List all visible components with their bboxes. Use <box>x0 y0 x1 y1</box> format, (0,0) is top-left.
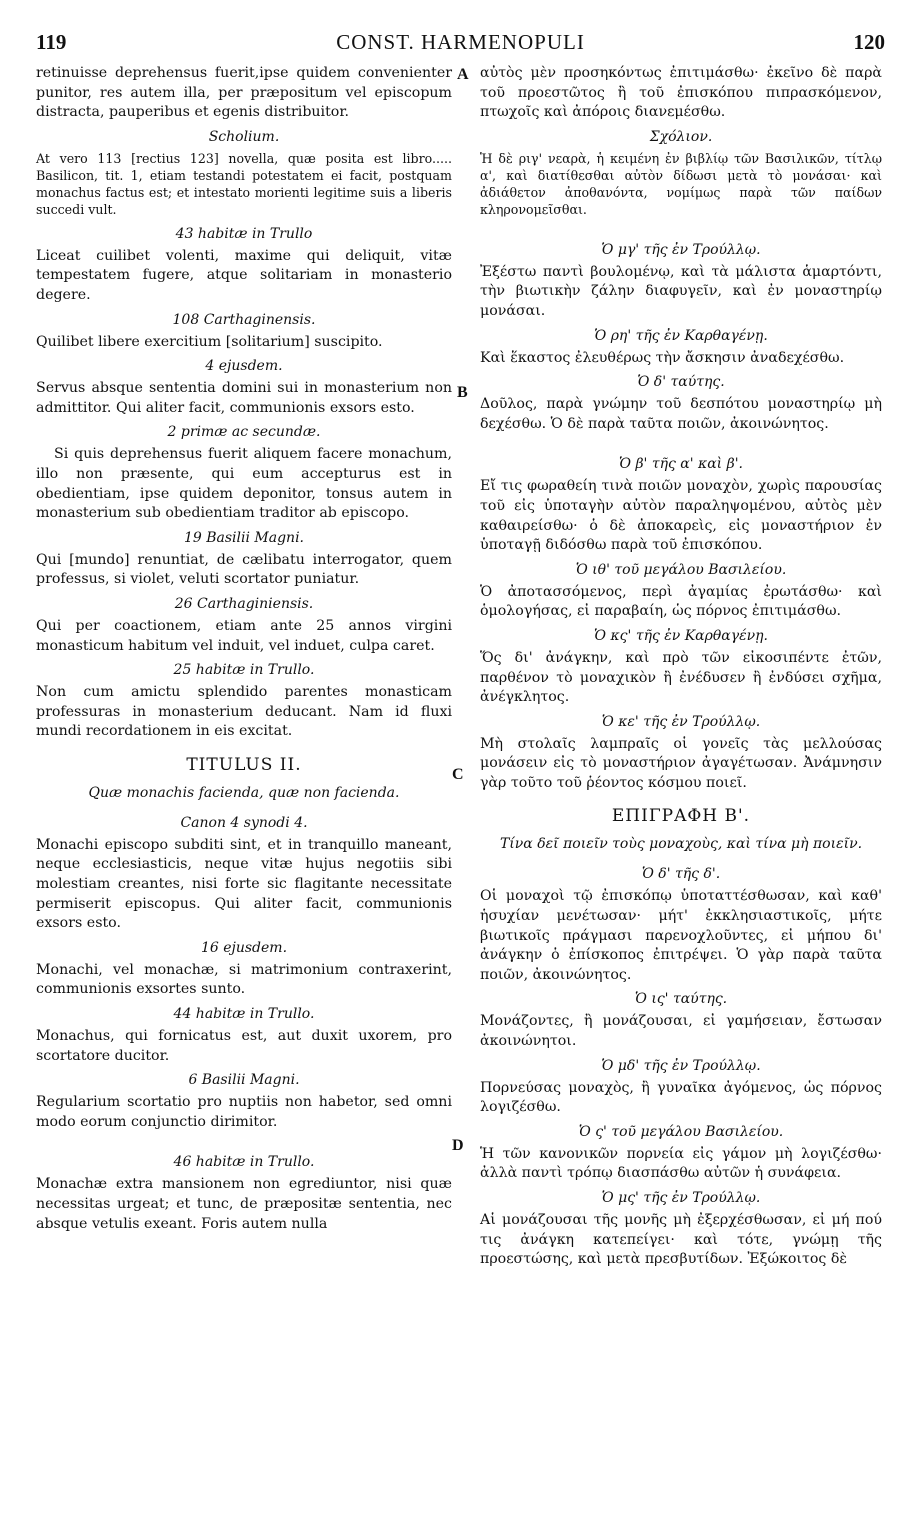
latin-spacer <box>36 1136 452 1150</box>
greek-paragraph: Δοῦλος, παρὰ γνώμην τοῦ δεσπότου μοναστηρίῳ μὴ δεχέσθω. Ὁ δὲ παρὰ ταῦτα ποιῶν, ἀκοινώνητος. <box>480 396 882 432</box>
greek-paragraph: Εἴ τις φωραθείη τινὰ ποιῶν μοναχὸν, χωρὶς παρουσίας τοῦ εἰς ὑποταγὴν αὐτὸν παραληψομένου, αὐτὸς μὲν καθαιρείσθω· ὁ δὲ ἀποκαρεὶς, εἰς μοναστήριον ἐν ὑποταγῇ διδόσθω παρὰ τοῦ ἐπισκόπου. <box>480 478 882 554</box>
latin-canon-heading: 16 ejusdem. <box>200 939 288 956</box>
greek-paragraph: Αἱ μονάζουσαι τῆς μονῆς μὴ ἐξερχέσθωσαν, εἰ μή πού τις ἀνάγκη κατεπείγει· καὶ τότε, γνώμῃ τῆς προεστώσης, καὶ μετὰ πρεσβυτίδων. Ἐξώκοιτος δὲ <box>480 1212 882 1268</box>
greek-paragraph: Πορνεύσας μοναχὸς, ἢ γυναῖκα ἀγόμενος, ὡς πόρνος λογιζέσθω. <box>480 1079 882 1116</box>
greek-canon-heading: Ὁ κε' τῆς ἐν Τρούλλῳ. <box>601 713 761 730</box>
greek-spacer <box>480 224 882 238</box>
greek-paragraph: Ὁ ἀποτασσόμενος, περὶ ἀγαμίας ἐρωτάσθω· καὶ ὁμολογήσας, εἰ παραβαίη, ὡς πόρνος ἐπιτιμάσθω. <box>480 583 882 620</box>
greek-paragraph: Μὴ στολαῖς λαμπραῖς οἱ γονεῖς τὰς μελλούσας μονάσειν εἰς τὸ μοναστήριον ἀγαγέτωσαν. Ἀνάμνησιν γὰρ τοῦτο τοῦ ῥέοντος κόσμου ποιεῖ. <box>480 735 882 791</box>
greek-scholium-text: Ἡ δὲ ριγ' νεαρὰ, ἡ κειμένη ἐν βιβλίῳ τῶν Βασιλικῶν, τίτλῳ α', καὶ διατίθεσθαι αὐτὸν δίδωσι μετὰ τὸ μονάσαι· καὶ ἀδιάθετον ἀποθανόντα, νομίμως παρὰ τῶν παίδων κληρονομεῖσθαι. <box>480 150 882 217</box>
greek-canon-heading: Ὁ δ' ταύτης. <box>637 374 725 391</box>
running-title: CONST. HARMENOPULI <box>336 30 585 54</box>
latin-paragraph: Qui per coactionem, etiam ante 25 annos virgini monasticum habitum vel induit, vel induet, culpa caret. <box>36 617 452 654</box>
latin-title-subheading: Quæ monachis facienda, quæ non facienda. <box>88 784 400 801</box>
greek-canon-heading: Ὁ δ' τῆς δ'. <box>641 866 721 883</box>
greek-title-heading: ΕΠΙΓΡΑΦΗ Β'. <box>611 806 751 827</box>
latin-column <box>36 64 452 1238</box>
greek-column <box>480 64 882 1274</box>
latin-canon-heading: 19 Basilii Magni. <box>183 529 305 546</box>
latin-canon-heading: Canon 4 synodi 4. <box>180 814 308 831</box>
greek-canon-heading: Ὁ μγ' τῆς ἐν Τρούλλῳ. <box>601 241 761 258</box>
greek-paragraph: Οἱ μοναχοὶ τῷ ἐπισκόπῳ ὑποταττέσθωσαν, καὶ καθ' ἡσυχίαν μενέτωσαν· μήτ' ἐκκλησιαστικοῖς, μήτε βιωτικοῖς πράγμασι παρενοχλοῦντες, εἰ μήπου δι' ἀνάγκην ὁ ἐπίσκοπος ἐπιτρέψει. Ὁ γὰρ παρὰ ταῦτα ποιῶν, ἀκοινώνητος. <box>480 888 882 983</box>
margin-marker-c: C <box>452 766 464 783</box>
greek-canon-heading: Σχόλιον. <box>649 128 713 145</box>
latin-canon-heading: 2 primæ ac secundæ. <box>167 424 321 441</box>
latin-paragraph: Quilibet libere exercitium [solitarium] suscipito. <box>36 333 383 350</box>
margin-marker-a: A <box>457 66 469 83</box>
greek-paragraph: Ἐξέστω παντὶ βουλομένῳ, καὶ τὰ μάλιστα ἁμαρτόντι, τὴν βιωτικὴν ζάλην διαφυγεῖν, καὶ ἐν μοναστηρίῳ μονάσαι. <box>480 263 882 319</box>
latin-paragraph: Monachæ extra mansionem non egrediuntor, nisi quæ necessitas urgeat; et tunc, de præpositæ sententia, nec absque vetulis exeant. Foris autem nulla <box>36 1176 452 1232</box>
latin-paragraph: Qui [mundo] renuntiat, de cælibatu interrogator, quem professus, si violet, veluti scortator puniatur. <box>36 551 452 588</box>
greek-canon-heading: Ὁ ρη' τῆς ἐν Καρθαγένῃ. <box>594 327 768 344</box>
greek-title-subheading: Τίνα δεῖ ποιεῖν τοὺς μοναχοὺς, καὶ τίνα μὴ ποιεῖν. <box>499 836 863 853</box>
greek-canon-heading: Ὁ κς' τῆς ἐν Καρθαγένῃ. <box>594 627 768 644</box>
latin-canon-heading: 26 Carthaginiensis. <box>174 595 314 612</box>
page-header <box>36 30 885 64</box>
latin-paragraph: Si quis deprehensus fuerit aliquem facere monachum, illo non præsente, qui eum accepturus est in obedientiam, ipse quidem deponitor, tonsus autem in monasterium sub obedientiam traditor ab episcopo. <box>36 446 452 522</box>
latin-title-heading: TITULUS II. <box>186 754 302 775</box>
latin-scholium-text: At vero 113 [rectius 123] novella, quæ posita est libro..... Basilicon, tit. 1, etiam testandi potestatem ei facit, postquam monachus factus est; et intestato morienti legitime suis a liberis succedi vult. <box>36 150 452 217</box>
greek-spacer <box>480 438 882 452</box>
greek-canon-heading: Ὁ ις' ταύτης. <box>634 991 728 1008</box>
margin-marker-b: B <box>457 384 468 401</box>
latin-canon-heading: 43 habitæ in Trullo <box>175 225 313 242</box>
page-number-right: 120 <box>853 30 885 54</box>
greek-canon-heading: Ὁ β' τῆς α' καὶ β'. <box>618 456 744 473</box>
latin-canon-heading: Scholium. <box>208 128 280 145</box>
latin-paragraph: Monachi, vel monachæ, si matrimonium contraxerint, communionis exsortes sunto. <box>36 961 452 998</box>
page-number-left: 119 <box>36 30 67 54</box>
latin-paragraph: retinuisse deprehensus fuerit,ipse quidem convenienter punitor, res autem illa, per præpositum vel episcopum distracta, pauperibus et egenis distribuitor. <box>36 65 452 121</box>
greek-canon-heading: Ὁ ς' τοῦ μεγάλου Βασιλείου. <box>578 1123 784 1140</box>
latin-canon-heading: 46 habitæ in Trullo. <box>173 1154 315 1171</box>
latin-canon-heading: 6 Basilii Magni. <box>188 1072 300 1089</box>
greek-paragraph: Μονάζοντες, ἢ μονάζουσαι, εἰ γαμήσειαν, ἔστωσαν ἀκοινώνητοι. <box>480 1013 882 1050</box>
greek-paragraph: Ὅς δι' ἀνάγκην, καὶ πρὸ τῶν εἰκοσιπέντε ἐτῶν, παρθένον τὸ μοναχικὸν ἢ ἐνέδυσεν ἢ ἐνδύσει σχῆμα, ἀνέγκλητος. <box>480 649 882 706</box>
greek-paragraph: Ἡ τῶν κανονικῶν πορνεία εἰς γάμον μὴ λογιζέσθω· ἀλλὰ παντὶ τρόπῳ διασπάσθω αὐτῶν ἡ συνάφεια. <box>480 1145 882 1182</box>
latin-canon-heading: 108 Carthaginensis. <box>172 311 316 328</box>
latin-paragraph: Monachi episcopo subditi sint, et in tranquillo maneant, neque ecclesiasticis, neque vitæ hujus negotiis sibi molestiam creantes, nisi forte sic flagitante necessitate permiserit episcopus. Qui aliter facit, communionis exsors esto. <box>36 836 452 932</box>
latin-paragraph: Non cum amictu splendido parentes monasticam professuras in monasterium deducant. Nam id fluxi mundi recordationem in eis excitat. <box>36 684 452 740</box>
greek-canon-heading: Ὁ ιθ' τοῦ μεγάλου Βασιλείου. <box>575 561 787 578</box>
greek-canon-heading: Ὁ μς' τῆς ἐν Τρούλλῳ. <box>601 1190 761 1206</box>
latin-paragraph: Liceat cuilibet volenti, maxime qui deliquit, vitæ tempestatem fugere, atque solitariam in monasterio degere. <box>36 247 452 303</box>
latin-canon-heading: 25 habitæ in Trullo. <box>173 662 315 679</box>
margin-marker-d: D <box>452 1137 464 1154</box>
latin-paragraph: Monachus, qui fornicatus est, aut duxit uxorem, pro scortatore ducitor. <box>36 1028 452 1064</box>
greek-paragraph: Καὶ ἕκαστος ἐλευθέρως τὴν ἄσκησιν ἀναδεχέσθω. <box>480 349 845 366</box>
greek-paragraph: αὐτὸς μὲν προσηκόντως ἐπιτιμάσθω· ἐκεῖνο δὲ παρὰ τοῦ προεστῶτος ἢ τοῦ ἐπισκόπου πιπρασκόμενον, πτωχοῖς καὶ ἀπόροις διανεμέσθω. <box>480 65 882 121</box>
latin-canon-heading: 4 ejusdem. <box>205 358 283 375</box>
latin-canon-heading: 44 habitæ in Trullo. <box>173 1006 315 1023</box>
latin-paragraph: Servus absque sententia domini sui in monasterium non admittitor. Qui aliter facit, communionis exsors esto. <box>36 380 452 416</box>
greek-canon-heading: Ὁ μδ' τῆς ἐν Τρούλλῳ. <box>601 1057 761 1074</box>
latin-paragraph: Regularium scortatio pro nuptiis non habetor, sed omni modo eorum conjunctio dirimitor. <box>36 1094 452 1130</box>
